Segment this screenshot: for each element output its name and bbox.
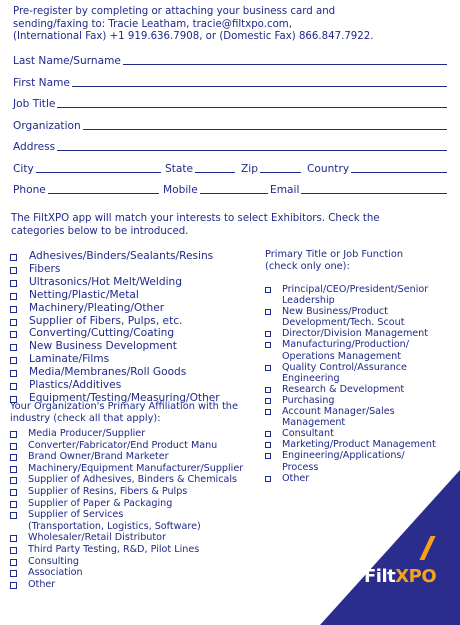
job-function-list bbox=[265, 284, 455, 484]
title-label-line-2: Process bbox=[282, 461, 319, 473]
title-item[interactable] bbox=[265, 362, 455, 384]
filtxpo-logo bbox=[364, 566, 436, 587]
affiliation-label-line-1: Converter/Fabricator/End Product Manu bbox=[28, 439, 218, 451]
logo-text-filt: Filt bbox=[364, 566, 396, 587]
affiliation-heading-line-1: Your Organization's Primary Affiliation with the bbox=[10, 401, 239, 412]
brand-corner-graphic bbox=[320, 470, 460, 625]
interest-label: Netting/Plastic/Metal bbox=[29, 288, 139, 301]
organization-field[interactable] bbox=[13, 120, 447, 132]
interest-label: Equipment/Testing/Measuring/Other bbox=[29, 391, 220, 404]
title-label-line-1: Consultant bbox=[282, 428, 334, 440]
affiliation-heading-line-2: industry (check all that apply): bbox=[10, 413, 161, 424]
title-label-line-1: Engineering/Applications/ bbox=[282, 450, 405, 462]
affiliation-checkbox[interactable] bbox=[10, 443, 17, 450]
interest-item[interactable] bbox=[10, 315, 220, 328]
title-label-line-1: Account Manager/Sales bbox=[282, 406, 395, 418]
phone-field[interactable] bbox=[13, 184, 159, 196]
title-item[interactable] bbox=[265, 339, 455, 361]
title-label-line-1: Purchasing bbox=[282, 394, 335, 406]
interest-label: Laminate/Films bbox=[29, 353, 110, 366]
affiliation-checkbox[interactable] bbox=[10, 535, 17, 542]
affiliation-label-line-1: Wholesaler/Retail Distributor bbox=[28, 532, 166, 544]
logo-text-po: PO bbox=[408, 566, 437, 587]
interest-item[interactable] bbox=[10, 366, 220, 379]
affiliation-item[interactable] bbox=[10, 544, 243, 556]
address-line[interactable] bbox=[57, 149, 447, 151]
title-label bbox=[282, 406, 395, 428]
interest-checkbox[interactable] bbox=[10, 254, 17, 261]
first-name-field[interactable] bbox=[13, 77, 447, 89]
affiliation-item[interactable] bbox=[10, 440, 243, 452]
affiliation-label-line-1: Media Producer/Supplier bbox=[28, 428, 146, 439]
affiliation-item[interactable] bbox=[10, 428, 243, 440]
first-name-line[interactable] bbox=[72, 85, 447, 87]
app-matching-note bbox=[11, 212, 451, 238]
corner-triangle bbox=[320, 470, 460, 625]
note-line-2: categories below to be introduced. bbox=[11, 226, 189, 237]
interest-checkbox[interactable] bbox=[10, 293, 17, 300]
interest-item[interactable] bbox=[10, 250, 220, 263]
first-name-label: First Name bbox=[13, 77, 70, 89]
title-label-line-1: Other bbox=[282, 472, 310, 484]
note-line-1: The FiltXPO app will match your interests to select Exhibitors. Check the bbox=[11, 213, 380, 224]
last-name-row bbox=[13, 55, 447, 67]
affiliation-item[interactable] bbox=[10, 532, 243, 544]
affiliation-list bbox=[10, 428, 243, 590]
interest-item[interactable] bbox=[10, 302, 220, 315]
title-label-line-2: Management bbox=[282, 417, 346, 429]
interest-label: Media/Membranes/Roll Goods bbox=[29, 366, 187, 379]
organization-line[interactable] bbox=[83, 128, 447, 130]
address-field[interactable] bbox=[13, 141, 447, 153]
interest-item[interactable] bbox=[10, 379, 220, 392]
job-title-label: Job Title bbox=[13, 98, 56, 110]
title-label bbox=[282, 395, 335, 406]
affiliation-checkbox[interactable] bbox=[10, 570, 17, 577]
affiliation-label bbox=[28, 567, 83, 579]
city-field[interactable] bbox=[13, 163, 161, 175]
affiliation-label bbox=[28, 451, 169, 463]
state-label: State bbox=[165, 163, 194, 175]
zip-label: Zip bbox=[241, 163, 258, 175]
interest-item[interactable] bbox=[10, 340, 220, 353]
title-checkbox[interactable] bbox=[265, 431, 271, 437]
affiliation-checkbox[interactable] bbox=[10, 454, 17, 461]
job-title-line[interactable] bbox=[57, 106, 447, 108]
job-function-heading-line-1: Primary Title or Job Function bbox=[265, 249, 404, 260]
title-label-line-2: Leadership bbox=[282, 295, 335, 307]
interest-checkbox[interactable] bbox=[10, 280, 17, 287]
instructions-line-3: (International Fax) +1 919.636.7908, or (Domestic Fax) 866.847.7922. bbox=[13, 31, 374, 42]
interest-checkbox[interactable] bbox=[10, 267, 17, 274]
title-checkbox[interactable] bbox=[265, 398, 271, 404]
title-checkbox[interactable] bbox=[265, 387, 271, 393]
interest-label: Converting/Cutting/Coating bbox=[29, 327, 175, 340]
last-name-label: Last Name/Surname bbox=[13, 55, 121, 67]
affiliation-item[interactable] bbox=[10, 567, 243, 579]
affiliation-label bbox=[28, 498, 172, 510]
mobile-label: Mobile bbox=[163, 184, 198, 196]
email-field[interactable] bbox=[270, 184, 447, 196]
title-label bbox=[282, 362, 407, 384]
title-label bbox=[282, 328, 428, 339]
affiliation-label bbox=[28, 579, 55, 591]
city-label: City bbox=[13, 163, 34, 175]
interest-label: Ultrasonics/Hot Melt/Welding bbox=[29, 275, 182, 288]
title-label-line-1: Director/Division Management bbox=[282, 328, 429, 340]
city-state-row bbox=[13, 163, 447, 175]
affiliation-label-line-1: Supplier of Services bbox=[28, 509, 124, 521]
title-checkbox[interactable] bbox=[265, 287, 271, 293]
interest-label: New Business Development bbox=[29, 340, 177, 353]
affiliation-label-line-1: Machinery/Equipment Manufacturer/Supplier bbox=[28, 462, 244, 474]
interest-label: Fibers bbox=[29, 262, 61, 275]
registration-instructions bbox=[13, 6, 453, 44]
interest-label: Adhesives/Binders/Sealants/Resins bbox=[29, 250, 214, 262]
address-row bbox=[13, 141, 447, 153]
interest-checkbox[interactable] bbox=[10, 306, 17, 313]
title-checkbox[interactable] bbox=[265, 476, 271, 482]
interest-checkbox[interactable] bbox=[10, 319, 17, 326]
instructions-line-1: Pre-register by completing or attaching your business card and bbox=[13, 6, 336, 17]
affiliation-label-line-1: Third Party Testing, R&D, Pilot Lines bbox=[28, 543, 200, 555]
logo-text-x: X bbox=[395, 566, 409, 587]
title-label-line-2: Development/Tech. Scout bbox=[282, 317, 405, 329]
title-label-line-2: Engineering bbox=[282, 372, 340, 384]
affiliation-heading bbox=[10, 401, 238, 425]
organization-row bbox=[13, 120, 447, 132]
affiliation-label-line-1: Consulting bbox=[28, 555, 79, 567]
mobile-line[interactable] bbox=[200, 192, 268, 194]
title-label-line-1: New Business/Product bbox=[282, 306, 388, 318]
title-item[interactable] bbox=[265, 428, 455, 439]
affiliation-item[interactable] bbox=[10, 463, 243, 475]
title-checkbox[interactable] bbox=[265, 342, 271, 348]
affiliation-item[interactable] bbox=[10, 451, 243, 463]
title-item[interactable] bbox=[265, 328, 455, 339]
title-label-line-1: Marketing/Product Management bbox=[282, 439, 436, 451]
title-label-line-1: Research & Development bbox=[282, 383, 405, 395]
affiliation-checkbox[interactable] bbox=[10, 477, 17, 484]
interest-item[interactable] bbox=[10, 353, 220, 366]
interest-checkbox[interactable] bbox=[10, 331, 17, 338]
interest-label: Plastics/Additives bbox=[29, 379, 122, 392]
job-function-heading bbox=[265, 249, 403, 273]
affiliation-checkbox[interactable] bbox=[10, 431, 17, 438]
affiliation-item[interactable] bbox=[10, 498, 243, 510]
title-item[interactable] bbox=[265, 395, 455, 406]
title-label bbox=[282, 384, 404, 395]
affiliation-label bbox=[28, 486, 187, 498]
phone-label: Phone bbox=[13, 184, 46, 196]
interest-item[interactable] bbox=[10, 263, 220, 276]
last-name-line[interactable] bbox=[123, 63, 447, 65]
zip-line[interactable] bbox=[260, 171, 301, 173]
affiliation-label bbox=[28, 509, 201, 532]
affiliation-label-line-1: Other bbox=[28, 578, 56, 590]
title-item[interactable] bbox=[265, 284, 455, 306]
title-checkbox[interactable] bbox=[265, 331, 271, 337]
job-function-heading-line-2: (check only one): bbox=[265, 261, 350, 272]
interest-checkbox[interactable] bbox=[10, 370, 17, 377]
affiliation-label-line-1: Supplier of Resins, Fibers & Pulps bbox=[28, 485, 188, 497]
country-label: Country bbox=[307, 163, 350, 175]
organization-label: Organization bbox=[13, 120, 81, 132]
job-title-row bbox=[13, 98, 447, 110]
country-line[interactable] bbox=[351, 171, 447, 173]
affiliation-item[interactable] bbox=[10, 486, 243, 498]
title-checkbox[interactable] bbox=[265, 453, 271, 459]
affiliation-item[interactable] bbox=[10, 474, 243, 486]
phone-row bbox=[13, 184, 447, 196]
affiliation-checkbox[interactable] bbox=[10, 512, 17, 519]
interest-checkbox[interactable] bbox=[10, 383, 17, 390]
first-name-row bbox=[13, 77, 447, 89]
interest-label: Machinery/Pleating/Other bbox=[29, 301, 165, 314]
title-checkbox[interactable] bbox=[265, 409, 271, 415]
last-name-field[interactable] bbox=[13, 55, 447, 67]
affiliation-label-line-2: (Transportation, Logistics, Software) bbox=[28, 520, 201, 532]
title-item[interactable] bbox=[265, 384, 455, 395]
interest-item[interactable] bbox=[10, 276, 220, 289]
interest-checkbox[interactable] bbox=[10, 357, 17, 364]
title-label bbox=[282, 428, 334, 439]
title-label bbox=[282, 473, 309, 484]
city-line[interactable] bbox=[36, 171, 161, 173]
title-checkbox[interactable] bbox=[265, 309, 271, 315]
phone-line[interactable] bbox=[48, 192, 159, 194]
title-label bbox=[282, 306, 404, 328]
affiliation-label bbox=[28, 428, 145, 440]
affiliation-label bbox=[28, 474, 237, 486]
zip-field[interactable] bbox=[241, 163, 301, 175]
state-line[interactable] bbox=[195, 171, 235, 173]
affiliation-checkbox[interactable] bbox=[10, 547, 17, 554]
title-label bbox=[282, 439, 436, 450]
title-label bbox=[282, 339, 409, 361]
title-item[interactable] bbox=[265, 406, 455, 428]
state-field[interactable] bbox=[165, 163, 235, 175]
title-checkbox[interactable] bbox=[265, 365, 271, 371]
title-item[interactable] bbox=[265, 306, 455, 328]
affiliation-label-line-1: Association bbox=[28, 567, 83, 579]
email-label: Email bbox=[270, 184, 300, 196]
affiliation-label-line-1: Supplier of Paper & Packaging bbox=[28, 497, 173, 509]
title-label bbox=[282, 284, 428, 306]
affiliation-label bbox=[28, 463, 243, 475]
mobile-field[interactable] bbox=[163, 184, 268, 196]
instructions-line-2: sending/faxing to: Tracie Leatham, tracie@filtxpo.com, bbox=[13, 18, 292, 30]
title-label-line-1: Quality Control/Assurance bbox=[282, 361, 407, 373]
affiliation-item[interactable] bbox=[10, 509, 243, 532]
affiliation-label-line-1: Brand Owner/Brand Marketer bbox=[28, 451, 169, 463]
email-line[interactable] bbox=[301, 192, 447, 194]
affiliation-checkbox[interactable] bbox=[10, 501, 17, 508]
interest-categories-list bbox=[10, 250, 220, 405]
title-checkbox[interactable] bbox=[265, 442, 271, 448]
affiliation-item[interactable] bbox=[10, 579, 243, 591]
interest-item[interactable] bbox=[10, 327, 220, 340]
job-title-field[interactable] bbox=[13, 98, 447, 110]
title-item[interactable] bbox=[265, 439, 455, 450]
affiliation-label-line-1: Supplier of Adhesives, Binders & Chemicals bbox=[28, 474, 238, 486]
title-label-line-1: Manufacturing/Production/ bbox=[282, 339, 409, 351]
affiliation-checkbox[interactable] bbox=[10, 559, 17, 566]
affiliation-checkbox[interactable] bbox=[10, 582, 17, 589]
affiliation-label bbox=[28, 440, 217, 452]
affiliation-label bbox=[28, 532, 166, 544]
title-label-line-2: Operations Management bbox=[282, 350, 401, 362]
affiliation-checkbox[interactable] bbox=[10, 489, 17, 496]
title-label-line-1: Principal/CEO/President/Senior bbox=[282, 284, 429, 295]
affiliation-item[interactable] bbox=[10, 556, 243, 568]
address-label: Address bbox=[13, 141, 56, 153]
country-field[interactable] bbox=[307, 163, 447, 175]
affiliation-label bbox=[28, 544, 199, 556]
interest-checkbox[interactable] bbox=[10, 344, 17, 351]
interest-label: Supplier of Fibers, Pulps, etc. bbox=[29, 314, 183, 327]
affiliation-label bbox=[28, 556, 79, 568]
affiliation-checkbox[interactable] bbox=[10, 466, 17, 473]
interest-item[interactable] bbox=[10, 289, 220, 302]
